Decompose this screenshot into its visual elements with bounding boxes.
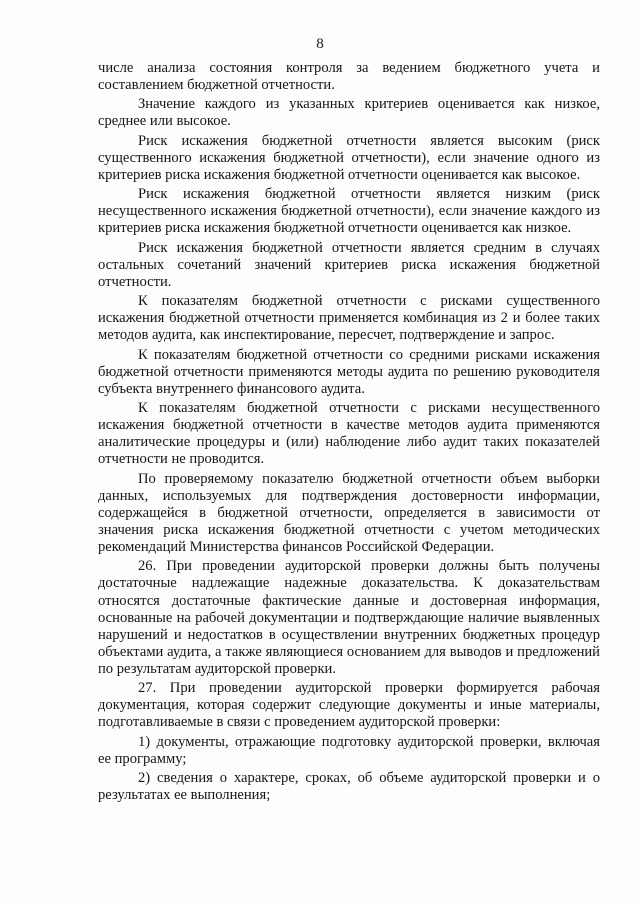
paragraph-item-26: 26. При проведении аудиторской проверки должны быть получены достаточные надлежащие надежные доказательства. К доказательствам относятся достаточные фактические данные и достоверная информация, основанные на рабочей документации и подтверждающие наличие выявленных нарушений и недостатков в осуществлении внутренних бюджетных процедур объектами аудита, а также являющиеся основанием для выводов и предложений по результатам аудиторской проверки. [98, 558, 600, 677]
paragraph-medium-risk: Риск искажения бюджетной отчетности является средним в случаях остальных сочетаний значений критериев риска искажения бюджетной отчетности. [98, 239, 600, 290]
list-item-1: 1) документы, отражающие подготовку аудиторской проверки, включая ее программу; [98, 733, 600, 767]
paragraph-criteria-values: Значение каждого из указанных критериев оценивается как низкое, среднее или высокое. [98, 96, 600, 130]
page-number: 8 [316, 36, 324, 52]
paragraph-continuation: числе анализа состояния контроля за ведением бюджетного учета и составлением бюджетной отчетности. [98, 60, 600, 94]
paragraph-low-risk: Риск искажения бюджетной отчетности является низким (риск несущественного искажения бюджетной отчетности), если значение каждого из критериев риска искажения бюджетной отчетности оценивается как низкое. [98, 186, 600, 237]
paragraph-sample-size: По проверяемому показателю бюджетной отчетности объем выборки данных, используемых для подтверждения достоверности информации, содержащейся в бюджетной отчетности, определяется в зависимости от значения риска искажения бюджетной отчетности с учетом методических рекомендаций Министерства финансов Российской Федерации. [98, 470, 600, 556]
paragraph-significant-risk-methods: К показателям бюджетной отчетности с рисками существенного искажения бюджетной отчетности применяется комбинация из 2 и более таких методов аудита, как инспектирование, пересчет, подтверждение и запрос. [98, 293, 600, 344]
document-body [98, 60, 600, 806]
paragraph-insignificant-risk-methods: К показателям бюджетной отчетности с рисками несущественного искажения бюджетной отчетности в качестве методов аудита применяются аналитические процедуры и (или) наблюдение либо аудит таких показателей отчетности не проводится. [98, 400, 600, 468]
paragraph-item-27: 27. При проведении аудиторской проверки формируется рабочая документация, которая содержит следующие документы и иные материалы, подготавливаемые в связи с проведением аудиторской проверки: [98, 680, 600, 731]
paragraph-high-risk: Риск искажения бюджетной отчетности является высоким (риск существенного искажения бюджетной отчетности), если значение одного из критериев риска искажения бюджетной отчетности оценивается как высокое. [98, 132, 600, 183]
paragraph-medium-risk-methods: К показателям бюджетной отчетности со средними рисками искажения бюджетной отчетности применяются методы аудита по решению руководителя субъекта внутреннего финансового аудита. [98, 346, 600, 397]
list-item-2: 2) сведения о характере, сроках, об объеме аудиторской проверки и о результатах ее выполнения; [98, 770, 600, 804]
